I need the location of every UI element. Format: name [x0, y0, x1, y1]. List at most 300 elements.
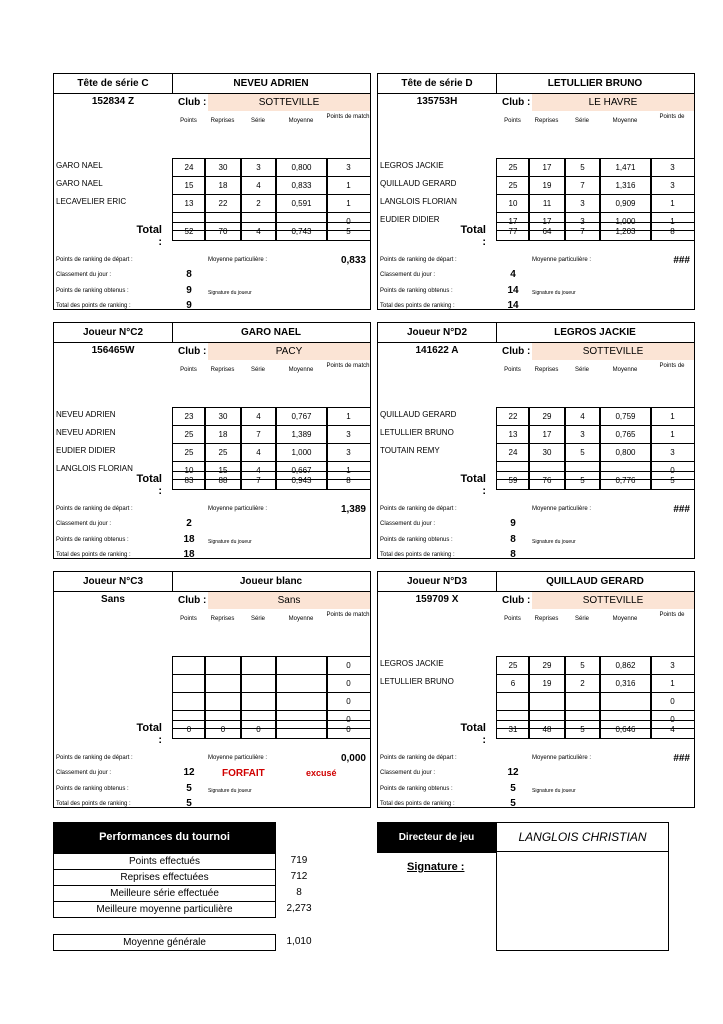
- card-header: [378, 572, 694, 592]
- column-header: Points: [180, 616, 197, 622]
- game-cell: [172, 692, 206, 711]
- opponent-name: EUDIER DIDIER: [380, 215, 440, 224]
- player-name: LETULLIER BRUNO: [547, 78, 643, 89]
- total-cell: 88: [204, 471, 242, 490]
- game-cell: 23: [172, 407, 206, 426]
- game-cell: 22: [204, 194, 242, 213]
- ranking-start-label: Points de ranking de départ :: [380, 257, 457, 263]
- seed-title: Joueur N°C2: [54, 323, 173, 342]
- rank-of-day-label: Classement du jour :: [380, 770, 436, 776]
- game-cell: 4: [240, 443, 277, 462]
- ranking-total: 9: [186, 300, 192, 311]
- player-name: Joueur blanc: [239, 576, 303, 587]
- game-cell: 4: [240, 176, 277, 195]
- total-label: Total :: [460, 224, 486, 248]
- total-label: Total :: [460, 473, 486, 497]
- rank-of-day-label: Classement du jour :: [380, 272, 436, 278]
- player-card: [53, 571, 371, 808]
- game-cell: 0: [326, 656, 371, 675]
- game-cell: 1,000: [599, 212, 652, 231]
- license-number: 152834 Z: [91, 96, 135, 107]
- perf-value: 719: [290, 855, 308, 866]
- game-cell: 3: [326, 158, 371, 177]
- total-cell: 52: [172, 222, 206, 241]
- perf-label: Reprises effectuées: [120, 872, 209, 883]
- total-cell: 70: [204, 222, 242, 241]
- moyenne-particuliere-label: Moyenne particulière :: [532, 506, 592, 512]
- column-header: Points de: [659, 114, 685, 120]
- total-cell: 4: [240, 222, 277, 241]
- game-cell: [240, 656, 277, 675]
- ranking-obtained: 8: [510, 534, 516, 545]
- perf-row-general: [53, 934, 276, 951]
- column-header: Points de match: [326, 612, 370, 618]
- moyenne-particuliere-value: ###: [673, 753, 690, 764]
- opponent-name: NEVEU ADRIEN: [56, 428, 116, 437]
- ranking-total-label: Total des points de ranking :: [380, 552, 455, 558]
- game-cell: 5: [564, 158, 601, 177]
- opponent-name: LANGLOIS FLORIAN: [380, 197, 457, 206]
- player-card: [53, 73, 371, 310]
- game-cell: 4: [564, 407, 601, 426]
- game-cell: 1: [326, 176, 371, 195]
- card-header: [378, 74, 694, 94]
- ranking-total-label: Total des points de ranking :: [56, 303, 131, 309]
- game-cell: 7: [564, 176, 601, 195]
- game-cell: 19: [528, 674, 566, 693]
- moyenne-particuliere-label: Moyenne particulière :: [532, 257, 592, 263]
- perf-value: 712: [290, 871, 308, 882]
- seed-title: Tête de série C: [54, 74, 173, 93]
- game-cell: 25: [172, 425, 206, 444]
- total-cell: 5: [650, 471, 695, 490]
- game-cell: 4: [240, 407, 277, 426]
- game-cell: 29: [528, 656, 566, 675]
- game-cell: 0,759: [599, 407, 652, 426]
- total-cell: 5: [564, 471, 601, 490]
- ranking-total-label: Total des points de ranking :: [56, 801, 131, 807]
- game-cell: 0,862: [599, 656, 652, 675]
- perf-label: Meilleure série effectuée: [110, 888, 219, 899]
- ranking-start-label: Points de ranking de départ :: [56, 506, 133, 512]
- opponent-name: GARO NAEL: [56, 161, 103, 170]
- game-cell: 17: [528, 158, 566, 177]
- club-name: SOTTEVILLE: [208, 94, 370, 111]
- game-cell: 1: [650, 194, 695, 213]
- moyenne-particuliere-value: 1,389: [340, 504, 366, 515]
- game-cell: 0: [326, 674, 371, 693]
- total-cell: 8: [650, 222, 695, 241]
- game-cell: 2: [240, 194, 277, 213]
- game-cell: 11: [528, 194, 566, 213]
- column-header: Reprises: [210, 616, 235, 622]
- column-header: Points: [504, 367, 521, 373]
- game-cell: 18: [204, 176, 242, 195]
- column-header: Moyenne: [612, 367, 638, 373]
- total-cell: 7: [240, 471, 277, 490]
- column-header: Série: [574, 118, 589, 124]
- game-cell: 17: [528, 212, 566, 231]
- total-cell: 31: [496, 720, 530, 739]
- ranking-start-label: Points de ranking de départ :: [56, 257, 133, 263]
- game-cell: [496, 692, 530, 711]
- seed-title: Joueur N°D2: [378, 323, 497, 342]
- column-header: Moyenne: [288, 616, 314, 622]
- moyenne-particuliere-value: ###: [673, 504, 690, 515]
- column-header: Points: [180, 118, 197, 124]
- game-cell: 1: [650, 212, 695, 231]
- player-card: [377, 322, 695, 559]
- column-header: Série: [574, 367, 589, 373]
- perf-label: Meilleure moyenne particulière: [96, 904, 233, 915]
- game-cell: 15: [204, 461, 242, 480]
- game-cell: 0,316: [599, 674, 652, 693]
- director-label: Directeur de jeu: [377, 822, 496, 853]
- total-cell: 1,203: [599, 222, 652, 241]
- ranking-obtained-label: Points de ranking obtenus :: [380, 537, 453, 543]
- moyenne-particuliere-label: Moyenne particulière :: [532, 755, 592, 761]
- rank-of-day: 4: [510, 269, 516, 280]
- game-cell: 1: [650, 407, 695, 426]
- total-cell: 4: [650, 720, 695, 739]
- club-name: SOTTEVILLE: [532, 592, 694, 609]
- game-cell: 3: [564, 194, 601, 213]
- club-label: Club :: [502, 97, 531, 108]
- seed-title: Joueur N°C3: [54, 572, 173, 591]
- ranking-obtained-label: Points de ranking obtenus :: [56, 537, 129, 543]
- column-header: Série: [250, 616, 265, 622]
- club-label: Club :: [178, 595, 207, 606]
- game-cell: [204, 674, 242, 693]
- ranking-obtained: 5: [186, 783, 192, 794]
- game-cell: 3: [240, 158, 277, 177]
- game-cell: [564, 692, 601, 711]
- column-header: Moyenne: [288, 118, 314, 124]
- total-cell: 8: [326, 471, 371, 490]
- game-cell: [240, 674, 277, 693]
- card-header: [54, 572, 370, 592]
- total-cell: 7: [564, 222, 601, 241]
- game-cell: 3: [650, 656, 695, 675]
- column-header: Reprises: [210, 118, 235, 124]
- ranking-obtained: 9: [186, 285, 192, 296]
- game-cell: 30: [204, 407, 242, 426]
- card-header: [54, 74, 370, 94]
- ranking-obtained: 5: [510, 783, 516, 794]
- card-header: [54, 323, 370, 343]
- ranking-total: 5: [510, 798, 516, 809]
- club-name: PACY: [208, 343, 370, 360]
- game-cell: 19: [528, 176, 566, 195]
- opponent-name: LANGLOIS FLORIAN: [56, 464, 133, 473]
- signature-label: Signature :: [407, 861, 465, 873]
- player-card: [377, 571, 695, 808]
- license-number: 141622 A: [415, 345, 459, 356]
- game-cell: 0,667: [275, 461, 328, 480]
- game-cell: 0,591: [275, 194, 328, 213]
- game-cell: 1: [650, 425, 695, 444]
- game-cell: 29: [528, 407, 566, 426]
- column-header: Reprises: [534, 616, 559, 622]
- rank-of-day-label: Classement du jour :: [380, 521, 436, 527]
- game-cell: 7: [240, 425, 277, 444]
- column-header: Série: [250, 367, 265, 373]
- club-label: Club :: [178, 97, 207, 108]
- game-cell: 22: [496, 407, 530, 426]
- game-cell: 0: [650, 710, 695, 729]
- game-cell: 0: [326, 692, 371, 711]
- column-header: Reprises: [534, 118, 559, 124]
- rank-of-day: 2: [186, 518, 192, 529]
- total-cell: 83: [172, 471, 206, 490]
- game-cell: 0: [650, 692, 695, 711]
- opponent-name: GARO NAEL: [56, 179, 103, 188]
- player-signature-label: Signature du joueur: [532, 539, 576, 545]
- game-cell: 30: [204, 158, 242, 177]
- game-cell: 5: [564, 656, 601, 675]
- rank-of-day: 8: [186, 269, 192, 280]
- total-cell: 0,776: [599, 471, 652, 490]
- game-cell: 0: [650, 461, 695, 480]
- excuse-status: excusé: [306, 768, 337, 778]
- game-cell: 25: [496, 158, 530, 177]
- total-cell: 59: [496, 471, 530, 490]
- game-cell: 0,909: [599, 194, 652, 213]
- total-cell: 0: [326, 720, 371, 739]
- column-header: Points de: [659, 363, 685, 369]
- total-label: Total :: [136, 473, 162, 497]
- opponent-name: EUDIER DIDIER: [56, 446, 116, 455]
- column-header: Points: [504, 616, 521, 622]
- column-header: Reprises: [210, 367, 235, 373]
- game-cell: [275, 674, 328, 693]
- club-label: Club :: [178, 346, 207, 357]
- license-number: 156465W: [91, 345, 135, 356]
- column-header: Points de: [659, 612, 685, 618]
- game-cell: [599, 692, 652, 711]
- opponent-name: QUILLAUD GERARD: [380, 410, 457, 419]
- opponent-name: LETULLIER BRUNO: [380, 677, 454, 686]
- game-cell: 18: [204, 425, 242, 444]
- total-cell: 0,943: [275, 471, 328, 490]
- seed-title: Joueur N°D3: [378, 572, 497, 591]
- moyenne-particuliere-label: Moyenne particulière :: [208, 257, 268, 263]
- game-cell: 3: [650, 158, 695, 177]
- perf-label: Points effectués: [129, 856, 200, 867]
- ranking-obtained-label: Points de ranking obtenus :: [380, 288, 453, 294]
- perf-row-moyenne: [53, 901, 276, 918]
- ranking-obtained: 14: [507, 285, 519, 296]
- total-cell: 48: [528, 720, 566, 739]
- game-cell: 5: [564, 443, 601, 462]
- perf-row-serie: [53, 885, 276, 902]
- license-number: Sans: [101, 594, 125, 605]
- player-signature-label: Signature du joueur: [532, 788, 576, 794]
- perf-row-points: [53, 853, 276, 870]
- perf-general-value: 1,010: [286, 936, 312, 947]
- game-cell: 1,316: [599, 176, 652, 195]
- club-label: Club :: [502, 595, 531, 606]
- moyenne-particuliere-value: 0,833: [340, 255, 366, 266]
- perf-value: 2,273: [286, 903, 312, 914]
- moyenne-particuliere-value: 0,000: [340, 753, 366, 764]
- total-cell: 76: [528, 471, 566, 490]
- game-cell: 25: [496, 176, 530, 195]
- moyenne-particuliere-label: Moyenne particulière :: [208, 506, 268, 512]
- game-cell: 0,767: [275, 407, 328, 426]
- director-name: LANGLOIS CHRISTIAN: [496, 822, 669, 852]
- column-header: Reprises: [534, 367, 559, 373]
- opponent-name: LECAVELIER ERIC: [56, 197, 127, 206]
- rank-of-day: 12: [507, 767, 519, 778]
- moyenne-particuliere-label: Moyenne particulière :: [208, 755, 268, 761]
- club-name: Sans: [208, 592, 370, 609]
- ranking-obtained-label: Points de ranking obtenus :: [380, 786, 453, 792]
- total-cell: 0,743: [275, 222, 328, 241]
- opponent-name: TOUTAIN REMY: [380, 446, 440, 455]
- game-cell: 3: [650, 443, 695, 462]
- total-cell: 5: [564, 720, 601, 739]
- game-cell: 0: [326, 212, 371, 231]
- game-cell: [240, 692, 277, 711]
- signature-box: [496, 851, 669, 951]
- game-cell: 3: [326, 425, 371, 444]
- game-cell: 10: [172, 461, 206, 480]
- game-cell: 25: [172, 443, 206, 462]
- game-cell: [528, 692, 566, 711]
- column-header: Série: [574, 616, 589, 622]
- opponent-name: NEVEU ADRIEN: [56, 410, 116, 419]
- game-cell: [172, 656, 206, 675]
- ranking-total-label: Total des points de ranking :: [56, 552, 131, 558]
- game-cell: 24: [496, 443, 530, 462]
- player-signature-label: Signature du joueur: [532, 290, 576, 296]
- ranking-obtained-label: Points de ranking obtenus :: [56, 288, 129, 294]
- ranking-obtained: 18: [183, 534, 195, 545]
- game-cell: 3: [564, 425, 601, 444]
- game-cell: 3: [564, 212, 601, 231]
- player-name: LEGROS JACKIE: [554, 327, 636, 338]
- total-cell: 0: [172, 720, 206, 739]
- total-cell: 0: [204, 720, 242, 739]
- total-cell: 5: [326, 222, 371, 241]
- total-cell: [275, 720, 328, 739]
- ranking-obtained-label: Points de ranking obtenus :: [56, 786, 129, 792]
- game-cell: 0,833: [275, 176, 328, 195]
- player-signature-label: Signature du joueur: [208, 290, 252, 296]
- ranking-total-label: Total des points de ranking :: [380, 303, 455, 309]
- total-cell: 0,646: [599, 720, 652, 739]
- game-cell: [275, 692, 328, 711]
- performance-title: Performances du tournoi: [53, 822, 276, 853]
- game-cell: 17: [528, 425, 566, 444]
- total-label: Total :: [136, 224, 162, 248]
- seed-title: Tête de série D: [378, 74, 497, 93]
- player-name: QUILLAUD GERARD: [546, 576, 644, 587]
- ranking-total: 18: [183, 549, 195, 560]
- column-header: Moyenne: [612, 118, 638, 124]
- license-number: 159709 X: [415, 594, 459, 605]
- club-name: SOTTEVILLE: [532, 343, 694, 360]
- club-name: LE HAVRE: [532, 94, 694, 111]
- opponent-name: LEGROS JACKIE: [380, 659, 444, 668]
- ranking-total-label: Total des points de ranking :: [380, 801, 455, 807]
- game-cell: 0,800: [599, 443, 652, 462]
- game-cell: 1,389: [275, 425, 328, 444]
- player-name: NEVEU ADRIEN: [233, 78, 309, 89]
- ranking-start-label: Points de ranking de départ :: [380, 755, 457, 761]
- player-name: GARO NAEL: [241, 327, 301, 338]
- player-card: [377, 73, 695, 310]
- game-cell: [172, 674, 206, 693]
- rank-of-day-label: Classement du jour :: [56, 521, 112, 527]
- game-cell: 0,800: [275, 158, 328, 177]
- column-header: Points de match: [326, 363, 370, 369]
- player-signature-label: Signature du joueur: [208, 788, 252, 794]
- game-cell: 13: [172, 194, 206, 213]
- rank-of-day: 12: [183, 767, 195, 778]
- perf-label: Moyenne générale: [123, 937, 206, 948]
- total-label: Total :: [460, 722, 486, 746]
- game-cell: 4: [240, 461, 277, 480]
- rank-of-day-label: Classement du jour :: [56, 770, 112, 776]
- perf-value: 8: [296, 887, 302, 898]
- game-cell: [204, 692, 242, 711]
- game-cell: 10: [496, 194, 530, 213]
- opponent-name: LETULLIER BRUNO: [380, 428, 454, 437]
- column-header: Série: [250, 118, 265, 124]
- ranking-total: 14: [507, 300, 519, 311]
- club-label: Club :: [502, 346, 531, 357]
- game-cell: 30: [528, 443, 566, 462]
- column-header: Moyenne: [288, 367, 314, 373]
- game-cell: 25: [204, 443, 242, 462]
- column-header: Moyenne: [612, 616, 638, 622]
- license-number: 135753H: [416, 96, 458, 107]
- game-cell: 1,471: [599, 158, 652, 177]
- rank-of-day: 9: [510, 518, 516, 529]
- player-card: [53, 322, 371, 559]
- total-label: Total :: [136, 722, 162, 746]
- game-cell: 24: [172, 158, 206, 177]
- game-cell: 17: [496, 212, 530, 231]
- game-cell: 1: [326, 407, 371, 426]
- column-header: Points de match: [326, 114, 370, 120]
- moyenne-particuliere-value: ###: [673, 255, 690, 266]
- game-cell: 2: [564, 674, 601, 693]
- game-cell: 13: [496, 425, 530, 444]
- perf-row-reprises: [53, 869, 276, 886]
- game-cell: [275, 656, 328, 675]
- game-cell: 6: [496, 674, 530, 693]
- game-cell: 1: [326, 194, 371, 213]
- forfait-status: FORFAIT: [222, 768, 265, 779]
- game-cell: 1,000: [275, 443, 328, 462]
- column-header: Points: [180, 367, 197, 373]
- ranking-start-label: Points de ranking de départ :: [56, 755, 133, 761]
- game-cell: 3: [650, 176, 695, 195]
- total-cell: 64: [528, 222, 566, 241]
- rank-of-day-label: Classement du jour :: [56, 272, 112, 278]
- game-cell: 1: [326, 461, 371, 480]
- game-cell: 0,765: [599, 425, 652, 444]
- total-cell: 0: [240, 720, 277, 739]
- game-cell: 15: [172, 176, 206, 195]
- total-cell: 77: [496, 222, 530, 241]
- player-signature-label: Signature du joueur: [208, 539, 252, 545]
- ranking-total: 5: [186, 798, 192, 809]
- column-header: Points: [504, 118, 521, 124]
